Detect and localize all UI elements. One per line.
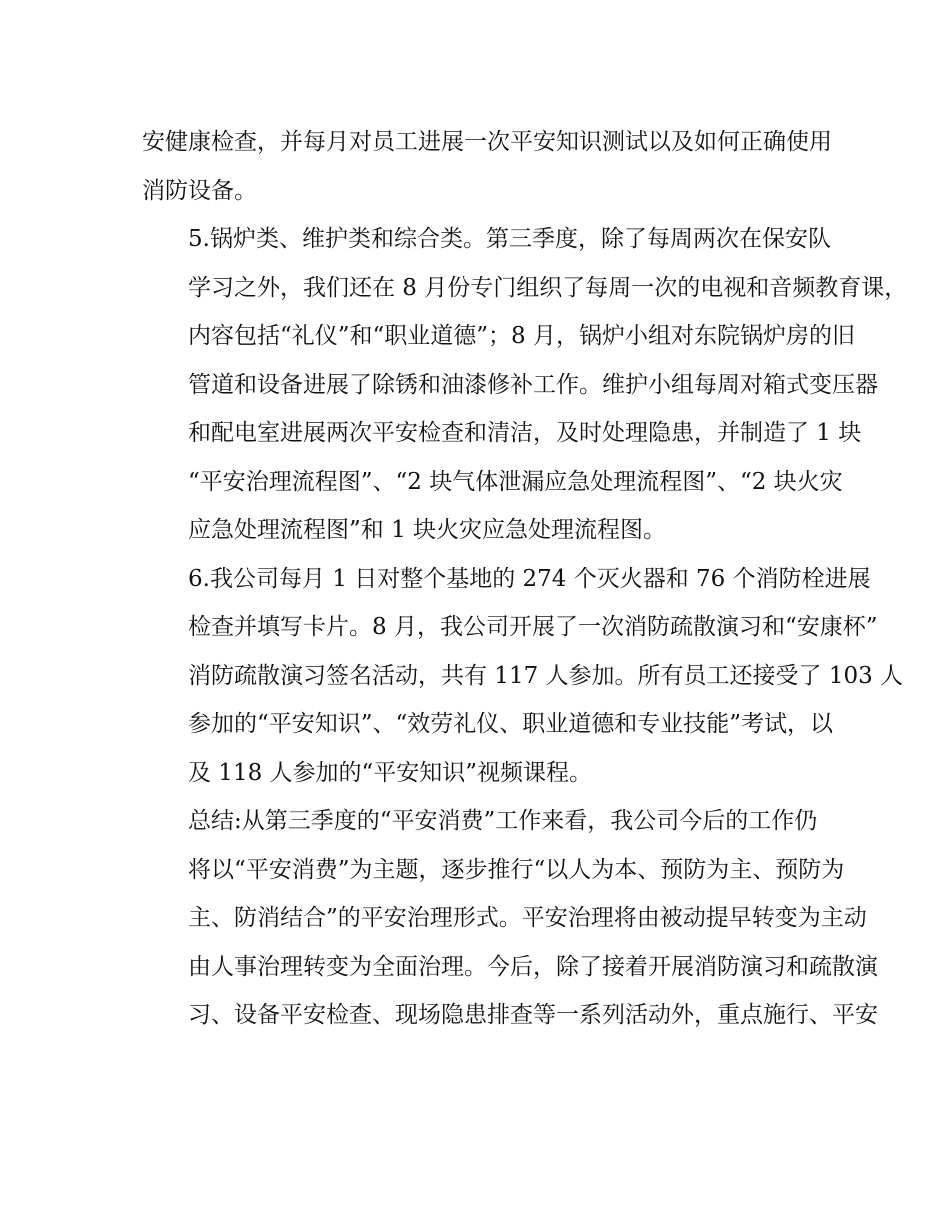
- text-line: 习、设备平安检查、现场隐患排查等一系列活动外，重点施行、平安: [188, 1002, 878, 1028]
- text-line: 由人事治理转变为全面治理。今后，除了接着开展消防演习和疏散演: [188, 953, 878, 980]
- text-line: 参加的“平安知识”、“效劳礼仪、职业道德和专业技能”考试，以: [188, 711, 834, 737]
- text-line: “平安治理流程图”、“2 块气体泄漏应急处理流程图”、“2 块火灾: [188, 468, 843, 495]
- text-line: 将以“平安消费”为主题，逐步推行“以人为本、预防为主、预防为: [188, 856, 845, 883]
- paragraph-1: [142, 118, 832, 215]
- text-line: 消防设备。: [142, 177, 257, 204]
- text-line: 检查并填写卡片。8 月，我公司开展了一次消防疏散演习和“安康杯”: [188, 614, 878, 640]
- paragraph-3: [142, 555, 904, 798]
- text-line: 5.锅炉类、维护类和综合类。第三季度，除了每周两次在保安队: [188, 226, 831, 252]
- body-text: [142, 118, 908, 1040]
- text-line: 内容包括“礼仪”和“职业道德”；8 月，锅炉小组对东院锅炉房的旧: [188, 323, 855, 349]
- text-line: 应急处理流程图”和 1 块火灾应急处理流程图。: [188, 517, 667, 543]
- paragraph-2: [142, 215, 908, 555]
- text-line: 管道和设备进展了除锈和油漆修补工作。维护小组每周对箱式变压器: [188, 371, 878, 398]
- text-line: 学习之外，我们还在 8 月份专门组织了每周一次的电视和音频教育课，: [188, 274, 908, 301]
- text-line: 及 118 人参加的“平安知识”视频课程。: [188, 759, 593, 786]
- text-line: 安健康检查，并每月对员工进展一次平安知识测试以及如何正确使用: [142, 129, 832, 155]
- text-line: 6.我公司每月 1 日对整个基地的 274 个灭火器和 76 个消防栓进展: [188, 565, 871, 592]
- paragraph-4: [142, 797, 878, 1040]
- text-line: 和配电室进展两次平安检查和清洁，及时处理隐患，并制造了 1 块: [188, 420, 862, 446]
- text-line: 主、防消结合”的平安治理形式。平安治理将由被动提早转变为主动: [188, 905, 867, 931]
- text-line: 总结:从第三季度的“平安消费”工作来看，我公司今后的工作仍: [188, 808, 818, 834]
- text-line: 消防疏散演习签名活动，共有 117 人参加。所有员工还接受了 103 人: [188, 662, 904, 689]
